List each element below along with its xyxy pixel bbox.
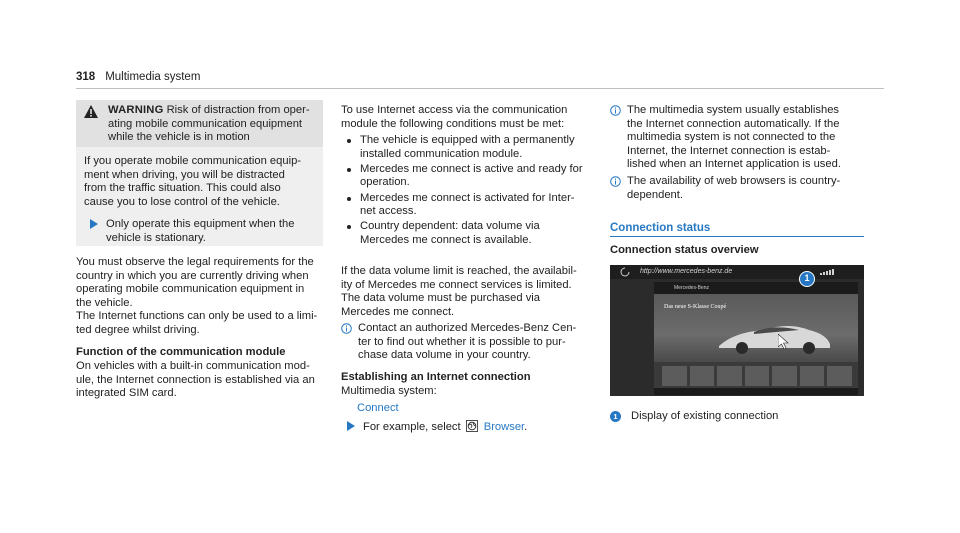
- warning-box: [76, 100, 323, 246]
- connect-link[interactable]: Connect: [357, 402, 399, 414]
- info-icon: [610, 105, 621, 116]
- cursor-icon: [778, 334, 790, 350]
- data-volume-paragraph: If the data volume limit is reached, the availabil- ity of Mercedes me connect services is limited. The data volume must be purchased via Mercedes me connect.: [341, 265, 577, 318]
- warning-label: WARNING: [108, 104, 164, 116]
- globe-icon: [466, 420, 478, 432]
- section-title-connection-status: Connection status: [610, 222, 711, 234]
- note-browser-availability: The availability of web browsers is country- dependent.: [610, 175, 866, 202]
- web-navbar: [654, 282, 858, 294]
- subsection-title: Connection status overview: [610, 244, 759, 256]
- list-item: The vehicle is equipped with a permanently installed communication module.: [341, 134, 591, 161]
- brand-logo-text: Mercedes-Benz: [674, 285, 710, 291]
- web-page: [654, 282, 858, 395]
- loading-icon: [620, 267, 630, 277]
- signal-strength-icon: [820, 269, 834, 275]
- warning-header: [76, 100, 323, 147]
- list-item: Mercedes me connect is active and ready for operation.: [341, 163, 591, 190]
- browser-link[interactable]: Browser: [483, 421, 525, 433]
- page-header: [76, 71, 876, 87]
- callout-number-badge: 1: [610, 411, 621, 422]
- step-arrow-icon: [90, 219, 98, 229]
- header-divider: [76, 88, 884, 89]
- web-footer: [654, 388, 858, 395]
- establishing-heading: Establishing an Internet connection: [341, 371, 531, 383]
- conditions-intro: To use Internet access via the communication module the following conditions must be met:: [341, 104, 568, 130]
- info-icon: [610, 176, 621, 187]
- system-label: Multimedia system:: [341, 385, 437, 397]
- legal-paragraph: You must observe the legal requirements for the country in which you are currently driving when operating mobile communication equipment in the vehicle. The Internet functions can only be used to a limi- ted degree whilst driving.: [76, 256, 318, 336]
- conditions-list: [341, 134, 591, 249]
- list-item: Mercedes me connect is activated for Inter- net access.: [341, 192, 591, 219]
- callout-legend: [610, 410, 866, 424]
- step-arrow-icon: [347, 421, 355, 431]
- connection-callout-badge: 1: [799, 271, 815, 287]
- warning-triangle-icon: [84, 105, 98, 118]
- function-paragraph: On vehicles with a built-in communication mod- ule, the Internet connection is established via an integrated SIM card.: [76, 360, 315, 400]
- list-item: Country dependent: data volume via Mercedes me connect is available.: [341, 220, 591, 247]
- warning-body: If you operate mobile communication equip- ment when driving, you will be distracted from the traffic situation. This could also cause you to lose control of the vehicle.: [84, 155, 302, 208]
- browser-address-bar: [610, 265, 864, 279]
- note-auto-connection: The multimedia system usually establishes the Internet connection automatically. If the multimedia system is not connected to the Internet, the Internet connection is estab- lished when an Internet application is used.: [610, 104, 866, 172]
- warning-headline: WARNING Risk of distraction from oper- ating mobile communication equipment while the vehicle is in motion: [108, 104, 310, 144]
- hero-text: Das neue S-Klasse Coupé: [664, 304, 727, 310]
- function-heading: Function of the communication module: [76, 346, 286, 358]
- browser-step: For example, select Browser.: [341, 420, 591, 435]
- page-title: Multimedia system: [105, 71, 201, 83]
- thumbnail-strip: [662, 366, 852, 386]
- info-icon: [341, 323, 352, 334]
- callout-text: Display of existing connection: [631, 410, 779, 422]
- car-image: [714, 316, 834, 356]
- page-number: 318: [76, 71, 96, 83]
- warning-step: Only operate this equipment when the vehicle is stationary.: [84, 218, 316, 245]
- section-divider: [610, 236, 864, 237]
- hero-banner: [654, 294, 858, 362]
- browser-screenshot: [610, 265, 864, 396]
- browser-url: http://www.mercedes-benz.de: [640, 268, 733, 275]
- note-contact-center: Contact an authorized Mercedes-Benz Cen- ter to find out whether it is possible to pur- chase data volume in your country.: [341, 322, 591, 363]
